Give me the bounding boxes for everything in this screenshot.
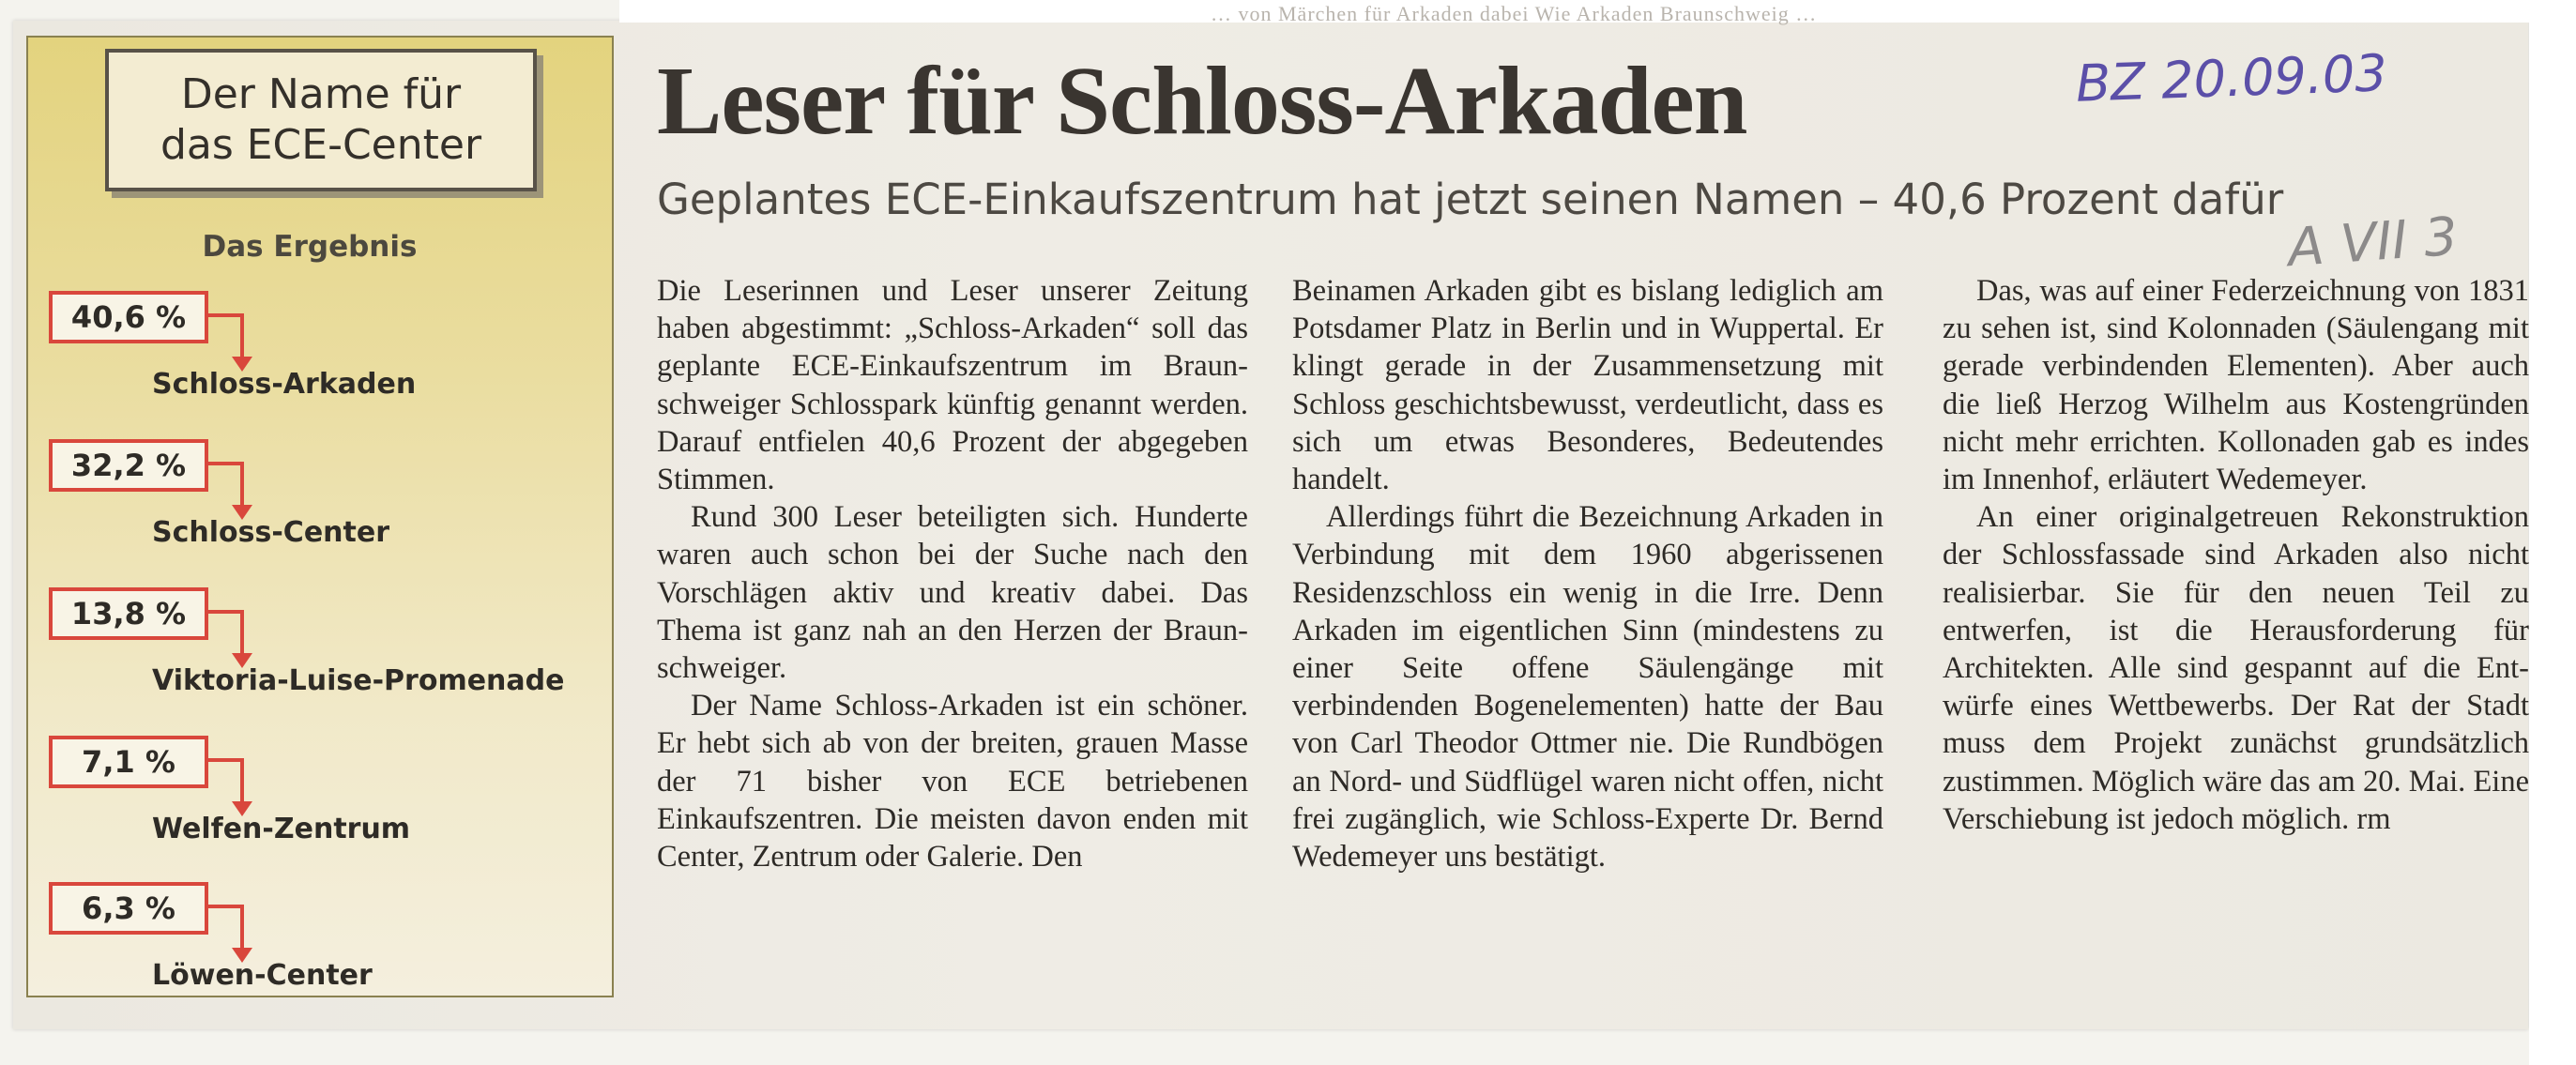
arrow-icon [240,758,244,805]
result-infobox [26,36,614,997]
result-percent: 32,2 % [49,439,208,492]
result-item [49,736,612,876]
infobox-subheading: Das Ergebnis [202,230,418,264]
bleed-through-text: … von Märchen für Arkaden dabei Wie Arkaden Braunschweig … [1211,2,1818,25]
arrow-icon [208,610,244,614]
article-column-3 [1943,272,2529,838]
article-column-2 [1292,272,1883,875]
result-percent: 40,6 % [49,291,208,343]
article-subtitle: Geplantes ECE-Einkaufszentrum hat jetzt seinen Namen – 40,6 Prozent dafür [657,175,2284,224]
result-name: Viktoria-Luise-Promenade [152,664,565,697]
infobox-title-line1: Der Name für [180,70,462,118]
arrow-icon [208,905,244,908]
article-paragraph: Beinamen Arkaden gibt es bislang lediglich am Potsdamer Platz in Berlin und in Wuppertal. Er klingt gerade in der Zusammensetzung mit Schloss geschichtsbewusst, verdeutlicht, dass es sich um etwas Besonderes, Bedeutendes handelt. [1292,274,1883,497]
infobox-title-line2: das ECE-Center [160,121,482,169]
result-name: Welfen-Zentrum [152,813,411,845]
result-percent: 7,1 % [49,736,208,788]
arrow-icon [208,462,244,465]
result-item [49,882,612,1023]
arrow-icon [240,462,244,509]
arrow-icon [240,313,244,360]
result-item [49,291,612,432]
article-paragraph: An einer originalgetreuen Rekonstruktion der Schlossfassade sind Arkaden also nicht realisierbar. Sie für den neuen Teil zu entwerfen, ist die Herausforderung für Architekten. Alle sind gespannt auf die Entwürfe eines Wettbewerbs. Der Rat der Stadt muss dem Projekt zunächst grundsätzlich zustimmen. Möglich wäre das am 20. Mai. Eine Verschiebung ist jedoch möglich. rm [1943,500,2529,836]
arrow-icon [208,758,244,762]
result-name: Löwen-Center [152,959,373,992]
article-paragraph: Der Name Schloss-Arkaden ist ein schöner. Er hebt sich ab von der breiten, grauen Masse der 71 bisher von ECE betriebenen Einkaufszentren. Die meisten davon enden mit Center, Zentrum oder Galerie. Den [657,689,1248,875]
handwritten-date-annotation: BZ 20.09.03 [2075,43,2388,114]
arrow-icon [240,610,244,657]
infobox-title [105,49,537,191]
arrow-icon [240,905,244,951]
result-percent: 13,8 % [49,587,208,640]
arrow-icon [208,313,244,317]
result-name: Schloss-Center [152,516,390,549]
handwritten-archive-note: A VII 3 [2285,205,2460,280]
result-percent: 6,3 % [49,882,208,935]
article-column-1 [657,272,1248,875]
result-name: Schloss-Arkaden [152,368,417,401]
article-paragraph: Allerdings führt die Bezeichnung Arkaden in Verbindung mit dem 1960 abgerissenen Residenzschloss ein wenig in die Irre. Denn Arkaden im eigentlichen Sinn (mindestens zu einer Seite offene Säulengänge mit verbindenden Bogenelementen) hatte der Bau von Carl Theodor Ottmer nie. Die Rundbögen an Nord- und Südflügel waren nicht offen, nicht frei zugänglich, wie Schloss-Experte Dr. Bernd Wedemeyer uns bestätigt. [1292,500,1883,875]
result-item [49,587,612,728]
article-headline: Leser für Schloss-Arkaden [657,47,1747,155]
result-item [49,439,612,580]
article-paragraph: Das, was auf einer Federzeichnung von 1831 zu sehen ist, sind Kolonnaden (Säulengang mit gerade verbindenden Elementen). Aber auch die ließ Herzog Wilhelm aus Kostengründen nicht mehr errichten. Kollonaden gab es indes im Innenhof, erläutert Wedemeyer. [1943,274,2529,497]
article-paragraph: Die Leserinnen und Leser unserer Zeitung haben abgestimmt: „Schloss-Arkaden“ soll das geplante ECE-Einkaufszentrum im Braunschweiger Schlosspark künftig genannt werden. Darauf entfielen 40,6 Prozent der abgegeben Stimmen. [657,274,1248,497]
article-paragraph: Rund 300 Leser beteiligten sich. Hunderte waren auch schon bei der Suche nach den Vorschlägen aktiv und kreativ dabei. Das Thema ist ganz nah an den Herzen der Braunschweiger. [657,500,1248,686]
scan-right-margin [2529,0,2576,1065]
